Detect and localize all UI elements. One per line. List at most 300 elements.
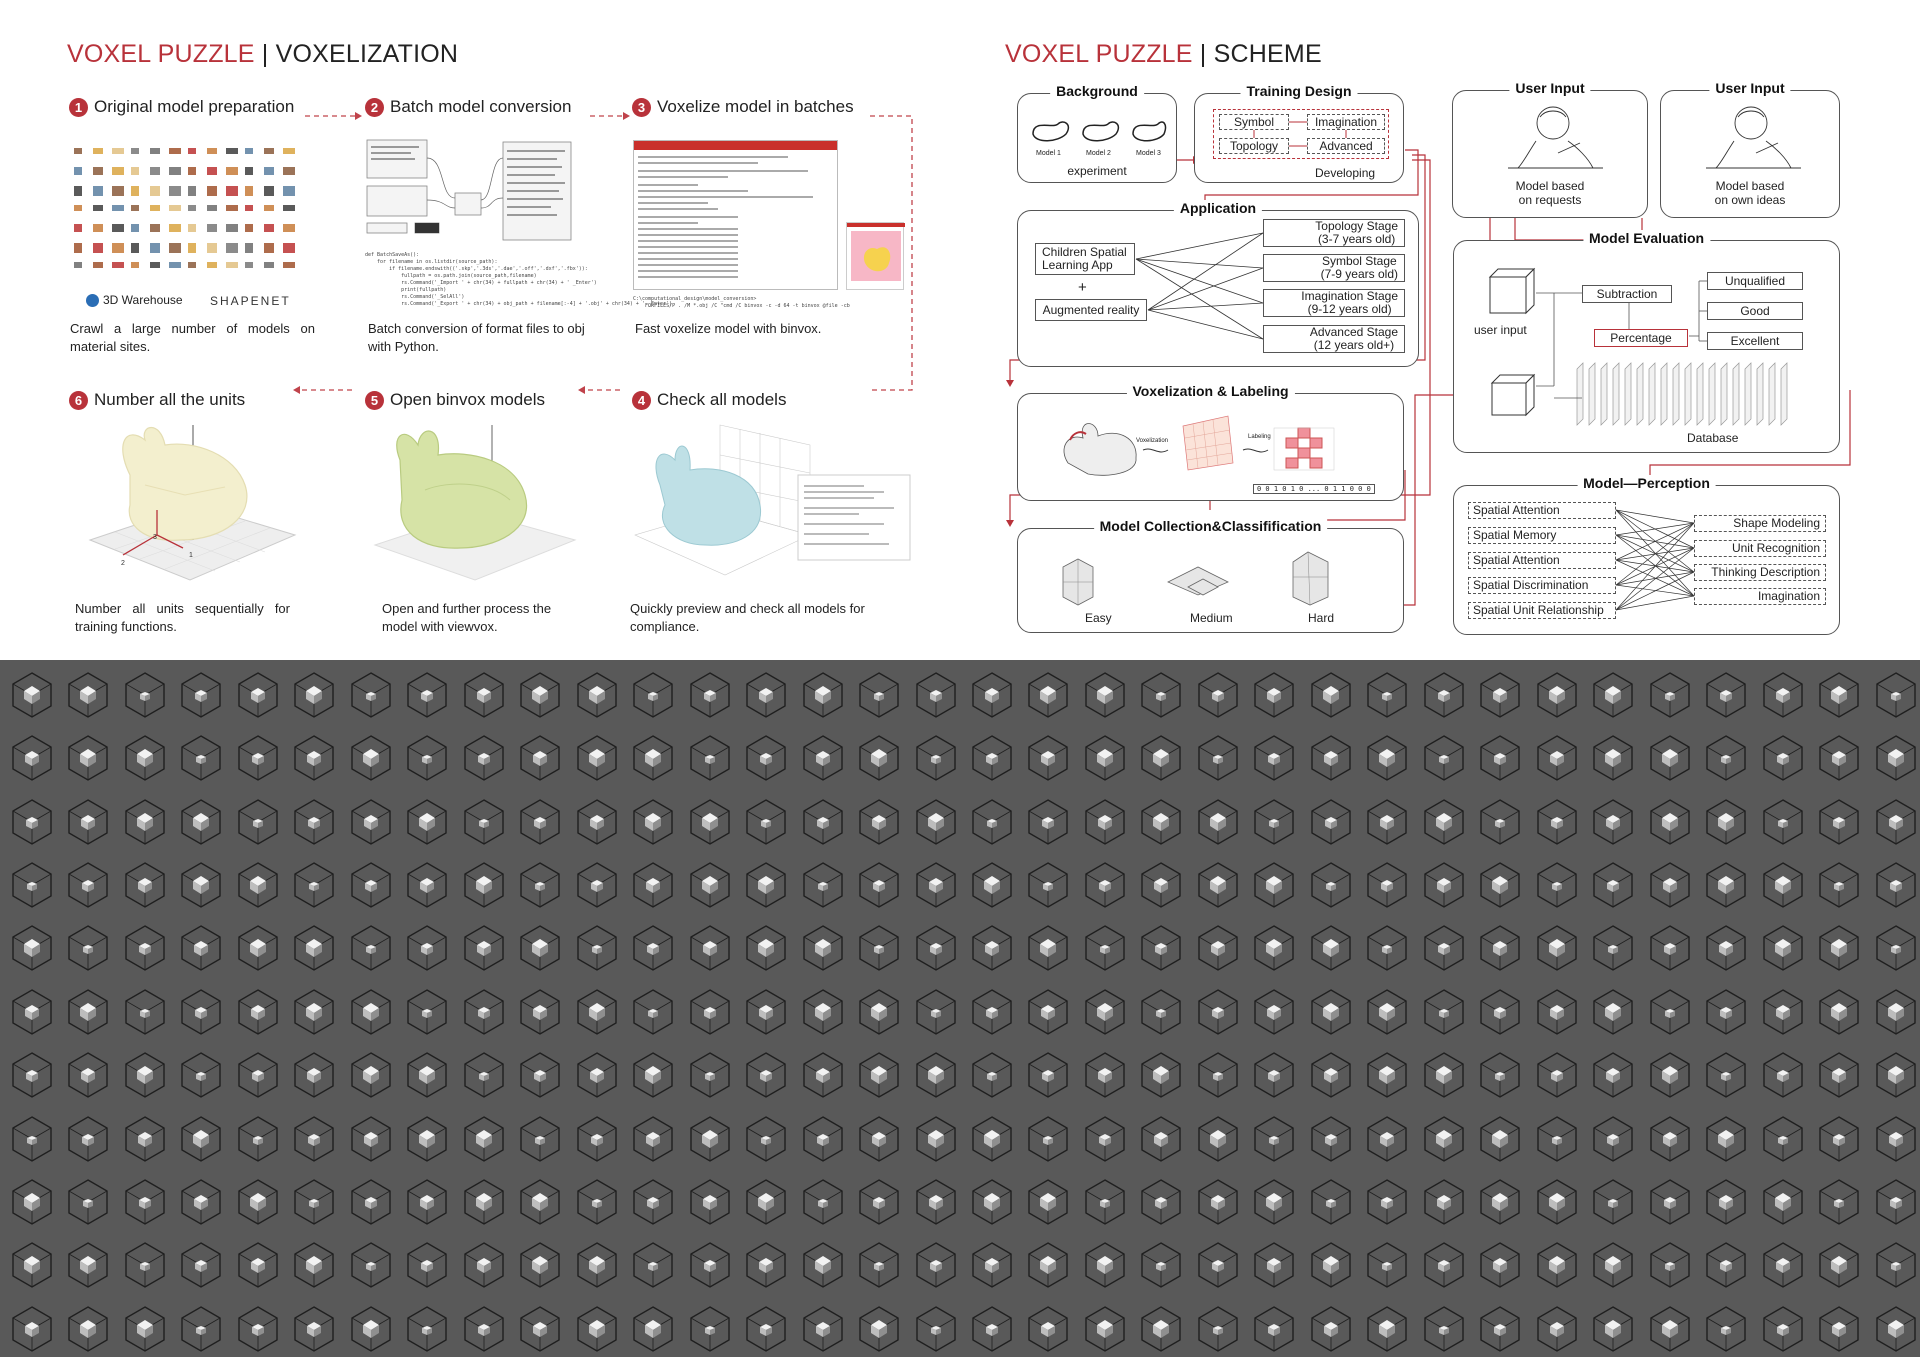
voxel-cube-icon bbox=[1309, 860, 1353, 910]
voxel-cube-icon bbox=[1309, 733, 1353, 783]
model-3-label: Model 3 bbox=[1136, 150, 1161, 157]
voxel-cube-icon bbox=[1817, 987, 1861, 1037]
voxel-cube-icon bbox=[1761, 1304, 1805, 1354]
voxel-cube-icon bbox=[1309, 987, 1353, 1037]
voxel-cube-icon bbox=[1761, 733, 1805, 783]
model-collection-thumbnails bbox=[70, 140, 302, 282]
voxel-cube-icon bbox=[1591, 1240, 1635, 1290]
voxel-cube-icon bbox=[1252, 923, 1296, 973]
voxel-cube-icon bbox=[1026, 860, 1070, 910]
voxel-cube-icon bbox=[1422, 797, 1466, 847]
voxel-cube-icon bbox=[1196, 1240, 1240, 1290]
voxel-cube-icon bbox=[405, 860, 449, 910]
voxel-cube-icon bbox=[1139, 1177, 1183, 1227]
box-title: Application bbox=[1174, 200, 1262, 216]
voxel-cube-icon bbox=[405, 923, 449, 973]
voxel-cube-icon bbox=[1874, 670, 1918, 720]
voxel-cube-icon bbox=[10, 1177, 54, 1227]
voxel-cube-icon bbox=[1478, 670, 1522, 720]
voxel-cube-icon bbox=[631, 1050, 675, 1100]
voxel-cube-icon bbox=[1139, 1240, 1183, 1290]
voxel-cube-icon bbox=[179, 733, 223, 783]
unqualified-tag: Unqualified bbox=[1707, 272, 1803, 290]
voxel-cube-icon bbox=[631, 1240, 675, 1290]
perception-left-tag: Spatial Memory bbox=[1468, 527, 1616, 544]
voxel-cube-icon bbox=[236, 860, 280, 910]
labeling-label: Labeling bbox=[1248, 434, 1271, 440]
voxel-cube-icon bbox=[1309, 1114, 1353, 1164]
hard-label: Hard bbox=[1308, 611, 1335, 625]
voxel-cube-icon bbox=[1422, 1240, 1466, 1290]
voxel-cube-icon bbox=[801, 987, 845, 1037]
voxel-cube-icon bbox=[1535, 1177, 1579, 1227]
voxel-cube-icon bbox=[1252, 733, 1296, 783]
voxel-cube-icon bbox=[405, 733, 449, 783]
difficulty-models bbox=[1048, 547, 1388, 607]
voxel-cube-icon bbox=[857, 797, 901, 847]
voxel-cube-icon bbox=[914, 1177, 958, 1227]
voxel-cube-icon bbox=[1704, 733, 1748, 783]
voxel-cube-icon bbox=[349, 1050, 393, 1100]
voxel-cube-icon bbox=[462, 797, 506, 847]
voxel-cube-icon bbox=[970, 1240, 1014, 1290]
voxel-cube-icon bbox=[1139, 860, 1183, 910]
voxel-cube-icon bbox=[179, 797, 223, 847]
voxel-cube-icon bbox=[1535, 733, 1579, 783]
excellent-tag: Excellent bbox=[1707, 332, 1803, 350]
voxel-cube-icon bbox=[462, 670, 506, 720]
voxel-cube-icon bbox=[123, 1050, 167, 1100]
voxel-cube-icon bbox=[1422, 987, 1466, 1037]
voxel-cube-icon bbox=[801, 1240, 845, 1290]
voxel-cube-icon bbox=[1817, 733, 1861, 783]
voxel-cube-icon bbox=[236, 733, 280, 783]
voxel-cube-icon bbox=[575, 987, 619, 1037]
application-box bbox=[1017, 200, 1419, 367]
voxel-cube-icon bbox=[575, 733, 619, 783]
voxel-cube-icon bbox=[1422, 1304, 1466, 1354]
voxel-cube-icon bbox=[66, 797, 110, 847]
voxel-cube-icon bbox=[744, 987, 788, 1037]
symbol-stage-tag: Symbol Stage (7-9 years old) bbox=[1263, 254, 1405, 282]
step-number: 5 bbox=[365, 391, 384, 410]
grasshopper-graph bbox=[365, 138, 575, 243]
voxel-cube-icon bbox=[1026, 1304, 1070, 1354]
voxel-cube-icon bbox=[801, 923, 845, 973]
voxel-cube-icon bbox=[1535, 987, 1579, 1037]
voxel-cube-icon bbox=[349, 1177, 393, 1227]
voxel-cube-icon bbox=[1026, 733, 1070, 783]
imagination-tag: Imagination bbox=[1307, 114, 1385, 130]
voxel-cube-icon bbox=[970, 1177, 1014, 1227]
voxel-cube-icon bbox=[914, 1240, 958, 1290]
voxel-cube-icon bbox=[631, 987, 675, 1037]
step-3-header bbox=[632, 97, 854, 117]
voxel-cube-icon bbox=[1648, 733, 1692, 783]
imagination-stage-tag: Imagination Stage (9-12 years old) bbox=[1263, 289, 1405, 317]
step-title: Check all models bbox=[657, 390, 787, 409]
voxel-cube-icon bbox=[857, 670, 901, 720]
step-5-description: Open and further process the model with viewvox. bbox=[382, 601, 552, 634]
voxel-cube-icon bbox=[518, 733, 562, 783]
voxel-cube-icon bbox=[1478, 860, 1522, 910]
advanced-tag: Advanced bbox=[1307, 138, 1385, 154]
voxel-cube-icon bbox=[518, 1240, 562, 1290]
voxel-cube-icon bbox=[688, 987, 732, 1037]
step-number: 2 bbox=[365, 98, 384, 117]
voxel-cube-icon bbox=[1083, 1177, 1127, 1227]
voxel-cube-icon bbox=[1139, 1050, 1183, 1100]
voxel-cube-icon bbox=[1817, 797, 1861, 847]
voxel-cube-icon bbox=[462, 923, 506, 973]
voxel-cube-icon bbox=[857, 923, 901, 973]
voxel-cube-icon bbox=[349, 923, 393, 973]
topology-stage-tag: Topology Stage (3-7 years old) bbox=[1263, 219, 1405, 247]
voxel-cube-icon bbox=[1365, 1177, 1409, 1227]
voxel-cube-icon bbox=[1139, 797, 1183, 847]
voxel-cube-icon bbox=[1761, 1240, 1805, 1290]
voxel-cube-icon bbox=[801, 733, 845, 783]
voxel-cube-icon bbox=[1309, 1240, 1353, 1290]
voxel-cube-icon bbox=[1422, 670, 1466, 720]
voxel-cube-icon bbox=[1026, 1240, 1070, 1290]
voxel-cube-icon bbox=[236, 1114, 280, 1164]
voxel-cube-icon bbox=[518, 860, 562, 910]
voxel-cube-icon bbox=[1591, 1304, 1635, 1354]
voxel-cube-icon bbox=[518, 987, 562, 1037]
voxel-cube-icon bbox=[1139, 733, 1183, 783]
voxel-cube-icon bbox=[1874, 923, 1918, 973]
voxel-cube-icon bbox=[236, 1304, 280, 1354]
voxel-cube-icon bbox=[1139, 670, 1183, 720]
voxel-cube-icon bbox=[292, 797, 336, 847]
perception-left-tag: Spatial Discrimination bbox=[1468, 577, 1616, 594]
label-code-strip: 0 0 1 0 1 0 ... 0 1 1 0 0 0 bbox=[1253, 484, 1375, 494]
voxel-cube-icon bbox=[1252, 1304, 1296, 1354]
voxel-cube-icon bbox=[1365, 923, 1409, 973]
voxel-cube-icon bbox=[236, 1177, 280, 1227]
voxel-cube-icon bbox=[1761, 1050, 1805, 1100]
medium-label: Medium bbox=[1190, 611, 1233, 625]
voxel-cube-icon bbox=[1874, 797, 1918, 847]
user-input-2-caption: Model based on own ideas bbox=[1714, 179, 1786, 207]
voxel-cube-icon bbox=[518, 797, 562, 847]
voxel-cube-icon bbox=[292, 1050, 336, 1100]
voxel-cube-icon bbox=[123, 1177, 167, 1227]
voxel-cube-icon bbox=[349, 733, 393, 783]
voxel-cube-icon bbox=[857, 860, 901, 910]
model-check-preview bbox=[630, 415, 915, 585]
box-title: Voxelization & Labeling bbox=[1126, 383, 1294, 399]
step-2-description: Batch conversion of format files to obj with Python. bbox=[368, 321, 585, 354]
warehouse-logo: 3D Warehouse bbox=[86, 293, 183, 307]
voxel-cube-icon bbox=[123, 1240, 167, 1290]
good-tag: Good bbox=[1707, 302, 1803, 320]
voxel-cube-icon bbox=[744, 1050, 788, 1100]
voxel-cube-icon bbox=[10, 1304, 54, 1354]
voxel-cube-icon bbox=[10, 733, 54, 783]
augmented-reality-tag: Augmented reality bbox=[1035, 299, 1147, 321]
voxel-cube-icon bbox=[801, 860, 845, 910]
model-perception-box bbox=[1453, 475, 1840, 635]
voxel-cube-icon bbox=[970, 923, 1014, 973]
voxel-cube-icon bbox=[914, 797, 958, 847]
box-title: Model Evaluation bbox=[1583, 230, 1710, 246]
voxel-cube-icon bbox=[66, 923, 110, 973]
voxel-cube-icon bbox=[1704, 987, 1748, 1037]
voxel-cube-icon bbox=[236, 1050, 280, 1100]
voxel-cube-icon bbox=[575, 1050, 619, 1100]
voxel-cube-icon bbox=[10, 860, 54, 910]
voxel-cube-icon bbox=[857, 1177, 901, 1227]
box-title: User Input bbox=[1709, 80, 1790, 96]
voxel-model-gallery bbox=[0, 660, 1920, 1357]
voxel-cube-icon bbox=[914, 860, 958, 910]
voxelization-pipeline bbox=[1058, 408, 1388, 493]
voxel-cube-icon bbox=[236, 1240, 280, 1290]
voxelization-labeling-box bbox=[1017, 383, 1404, 501]
step-title: Number all the units bbox=[94, 390, 246, 409]
voxel-cube-icon bbox=[1252, 1050, 1296, 1100]
step-title: Batch model conversion bbox=[390, 97, 572, 116]
voxel-cube-icon bbox=[1874, 1240, 1918, 1290]
voxel-cube-icon bbox=[1874, 1304, 1918, 1354]
voxel-cube-icon bbox=[462, 1114, 506, 1164]
voxel-cube-icon bbox=[123, 797, 167, 847]
voxel-cube-icon bbox=[688, 797, 732, 847]
voxel-cube-icon bbox=[236, 923, 280, 973]
step-1-header bbox=[69, 97, 294, 117]
voxel-cube-icon bbox=[1648, 1050, 1692, 1100]
binvox-command: C:\computational_design\model_conversion> FORFILES/P . /M *.obj /C "cmd /C binvox -c -d 64 -t binvox @file -cb bbox=[633, 296, 850, 309]
voxel-cube-icon bbox=[1196, 1304, 1240, 1354]
box-title: User Input bbox=[1509, 80, 1590, 96]
voxel-cube-icon bbox=[970, 1050, 1014, 1100]
model-2-label: Model 2 bbox=[1086, 150, 1111, 157]
voxel-cube-icon bbox=[1196, 797, 1240, 847]
voxel-cube-icon bbox=[292, 987, 336, 1037]
voxel-cube-icon bbox=[970, 670, 1014, 720]
voxel-cube-icon bbox=[801, 797, 845, 847]
voxel-cube-icon bbox=[292, 1177, 336, 1227]
voxel-cube-icon bbox=[631, 860, 675, 910]
voxel-cube-icon bbox=[292, 1240, 336, 1290]
voxel-cube-icon bbox=[1648, 923, 1692, 973]
voxel-cube-icon bbox=[744, 1177, 788, 1227]
perception-right-tag: Shape Modeling bbox=[1694, 515, 1826, 532]
voxel-cube-icon bbox=[1309, 1304, 1353, 1354]
voxel-cube-icon bbox=[1252, 797, 1296, 847]
voxel-cube-icon bbox=[744, 1114, 788, 1164]
step-3-description: Fast voxelize model with binvox. bbox=[635, 321, 822, 336]
voxel-cube-icon bbox=[1139, 923, 1183, 973]
voxel-cube-icon bbox=[66, 860, 110, 910]
voxel-cube-icon bbox=[1478, 1050, 1522, 1100]
voxel-cube-icon bbox=[914, 1114, 958, 1164]
voxel-cube-icon bbox=[10, 797, 54, 847]
percentage-tag: Percentage bbox=[1594, 329, 1688, 347]
box-title: Model—Perception bbox=[1577, 475, 1716, 491]
voxel-cube-icon bbox=[970, 1114, 1014, 1164]
user-input-box-2 bbox=[1660, 80, 1840, 218]
voxel-cube-icon bbox=[1196, 923, 1240, 973]
background-box bbox=[1017, 83, 1177, 183]
voxel-cube-icon bbox=[1026, 987, 1070, 1037]
user-input-1-caption: Model based on requests bbox=[1515, 179, 1585, 207]
voxel-preview-window bbox=[846, 222, 904, 290]
voxel-cube-icon bbox=[123, 670, 167, 720]
voxel-cube-icon bbox=[1365, 1304, 1409, 1354]
voxel-cube-icon bbox=[518, 1177, 562, 1227]
step-1-description: Crawl a large number of models on material sites. bbox=[70, 321, 315, 354]
voxel-cube-icon bbox=[688, 923, 732, 973]
voxel-cube-icon bbox=[66, 1177, 110, 1227]
model-evaluation-box bbox=[1453, 230, 1840, 453]
step-title: Voxelize model in batches bbox=[657, 97, 854, 116]
voxel-cube-icon bbox=[179, 1177, 223, 1227]
voxel-cube-icon bbox=[1365, 1240, 1409, 1290]
voxel-cube-icon bbox=[1874, 860, 1918, 910]
voxel-cube-icon bbox=[179, 670, 223, 720]
voxel-cube-icon bbox=[575, 923, 619, 973]
step-title: Open binvox models bbox=[390, 390, 545, 409]
voxel-cube-icon bbox=[970, 733, 1014, 783]
voxel-cube-icon bbox=[1083, 1114, 1127, 1164]
voxel-cube-icon bbox=[179, 1050, 223, 1100]
voxel-cube-icon bbox=[1478, 1114, 1522, 1164]
voxel-cube-icon bbox=[10, 1050, 54, 1100]
voxel-cube-icon bbox=[631, 923, 675, 973]
voxel-cube-icon bbox=[688, 1240, 732, 1290]
voxel-cube-icon bbox=[292, 733, 336, 783]
advanced-stage-tag: Advanced Stage (12 years old+) bbox=[1263, 325, 1405, 353]
voxel-cube-icon bbox=[631, 1114, 675, 1164]
step-4-header bbox=[632, 390, 786, 410]
voxel-cube-icon bbox=[1083, 733, 1127, 783]
background-caption: experiment bbox=[1067, 164, 1127, 178]
svg-text:1: 1 bbox=[189, 552, 193, 559]
voxel-cube-icon bbox=[349, 1304, 393, 1354]
warehouse-icon bbox=[86, 294, 99, 307]
voxel-cube-icon bbox=[1761, 860, 1805, 910]
voxel-cube-icon bbox=[1252, 1114, 1296, 1164]
voxel-cube-icon bbox=[1365, 860, 1409, 910]
voxel-cube-icon bbox=[1535, 670, 1579, 720]
svg-text:3: 3 bbox=[153, 534, 157, 541]
voxel-cube-icon bbox=[1874, 1177, 1918, 1227]
voxel-cube-icon bbox=[405, 1050, 449, 1100]
voxel-cube-icon bbox=[66, 1304, 110, 1354]
perception-right-tag: Thinking Description bbox=[1694, 564, 1826, 581]
voxel-cube-icon bbox=[1252, 1240, 1296, 1290]
step-6-header bbox=[69, 390, 245, 410]
voxel-cube-icon bbox=[857, 1114, 901, 1164]
voxel-cube-icon bbox=[1252, 860, 1296, 910]
voxel-cube-icon bbox=[801, 1304, 845, 1354]
voxel-cube-icon bbox=[292, 1304, 336, 1354]
voxel-cube-icon bbox=[1083, 987, 1127, 1037]
step-4-description: Quickly preview and check all models for compliance. bbox=[630, 601, 865, 634]
voxel-cube-icon bbox=[349, 797, 393, 847]
voxel-cube-icon bbox=[292, 670, 336, 720]
voxel-cube-icon bbox=[575, 1114, 619, 1164]
voxel-cube-icon bbox=[970, 797, 1014, 847]
voxel-cube-icon bbox=[1309, 670, 1353, 720]
voxel-cube-icon bbox=[575, 1304, 619, 1354]
voxel-cube-icon bbox=[1196, 670, 1240, 720]
voxel-cube-icon bbox=[1083, 1304, 1127, 1354]
voxel-cube-icon bbox=[10, 923, 54, 973]
voxel-cube-icon bbox=[1874, 1114, 1918, 1164]
voxel-cube-icon bbox=[1761, 1177, 1805, 1227]
voxel-cube-icon bbox=[10, 987, 54, 1037]
voxel-cube-icon bbox=[1591, 1114, 1635, 1164]
voxel-cube-icon bbox=[1874, 733, 1918, 783]
voxel-cube-icon bbox=[1535, 1050, 1579, 1100]
voxel-cube-icon bbox=[744, 1304, 788, 1354]
voxel-cube-icon bbox=[1309, 923, 1353, 973]
step-title: Original model preparation bbox=[94, 97, 295, 116]
voxel-cube-icon bbox=[1196, 1177, 1240, 1227]
voxel-cube-icon bbox=[518, 1050, 562, 1100]
voxel-cube-icon bbox=[801, 1177, 845, 1227]
voxel-cube-icon bbox=[1704, 1050, 1748, 1100]
voxel-cube-icon bbox=[1817, 1177, 1861, 1227]
voxel-cube-icon bbox=[1365, 797, 1409, 847]
voxel-cube-icon bbox=[405, 987, 449, 1037]
step-number: 6 bbox=[69, 391, 88, 410]
voxel-cube-icon bbox=[1196, 733, 1240, 783]
step-number: 1 bbox=[69, 98, 88, 117]
voxel-cube-icon bbox=[1591, 923, 1635, 973]
voxel-cube-icon bbox=[688, 670, 732, 720]
voxel-cube-icon bbox=[1817, 1240, 1861, 1290]
voxel-cube-icon bbox=[236, 670, 280, 720]
voxel-cube-icon bbox=[1761, 987, 1805, 1037]
voxelization-label: Voxelization bbox=[1136, 438, 1169, 444]
box-title: Model Collection&Classifification bbox=[1094, 518, 1328, 534]
voxel-cube-icon bbox=[744, 670, 788, 720]
voxel-cube-icon bbox=[631, 733, 675, 783]
voxel-cube-icon bbox=[462, 1304, 506, 1354]
binvox-console-window bbox=[633, 140, 838, 290]
voxel-cube-icon bbox=[66, 733, 110, 783]
voxel-cube-icon bbox=[1422, 923, 1466, 973]
voxel-cube-icon bbox=[66, 1114, 110, 1164]
voxel-cube-icon bbox=[292, 860, 336, 910]
voxel-cube-icon bbox=[970, 860, 1014, 910]
svg-text:2: 2 bbox=[121, 560, 125, 567]
voxel-cube-icon bbox=[688, 733, 732, 783]
voxel-cube-icon bbox=[462, 1050, 506, 1100]
symbol-tag: Symbol bbox=[1219, 114, 1289, 130]
voxel-cube-icon bbox=[914, 1050, 958, 1100]
voxel-cube-icon bbox=[1535, 860, 1579, 910]
perception-left-tag: Spatial Attention bbox=[1468, 552, 1616, 569]
step-2-header bbox=[365, 97, 571, 117]
voxel-cube-icon bbox=[1309, 1177, 1353, 1227]
voxel-cube-icon bbox=[1196, 1050, 1240, 1100]
user-input-label: user input bbox=[1474, 323, 1527, 337]
voxel-cube-icon bbox=[1365, 1050, 1409, 1100]
scheme-title: VOXEL PUZZLE | SCHEME bbox=[1005, 40, 1322, 68]
user-input-box-1 bbox=[1452, 80, 1648, 218]
voxel-cube-icon bbox=[1083, 923, 1127, 973]
voxel-cube-icon bbox=[744, 733, 788, 783]
children-app-tag: Children Spatial Learning App bbox=[1035, 243, 1135, 275]
voxel-cube-icon bbox=[123, 1304, 167, 1354]
voxel-cube-icon bbox=[1535, 1240, 1579, 1290]
